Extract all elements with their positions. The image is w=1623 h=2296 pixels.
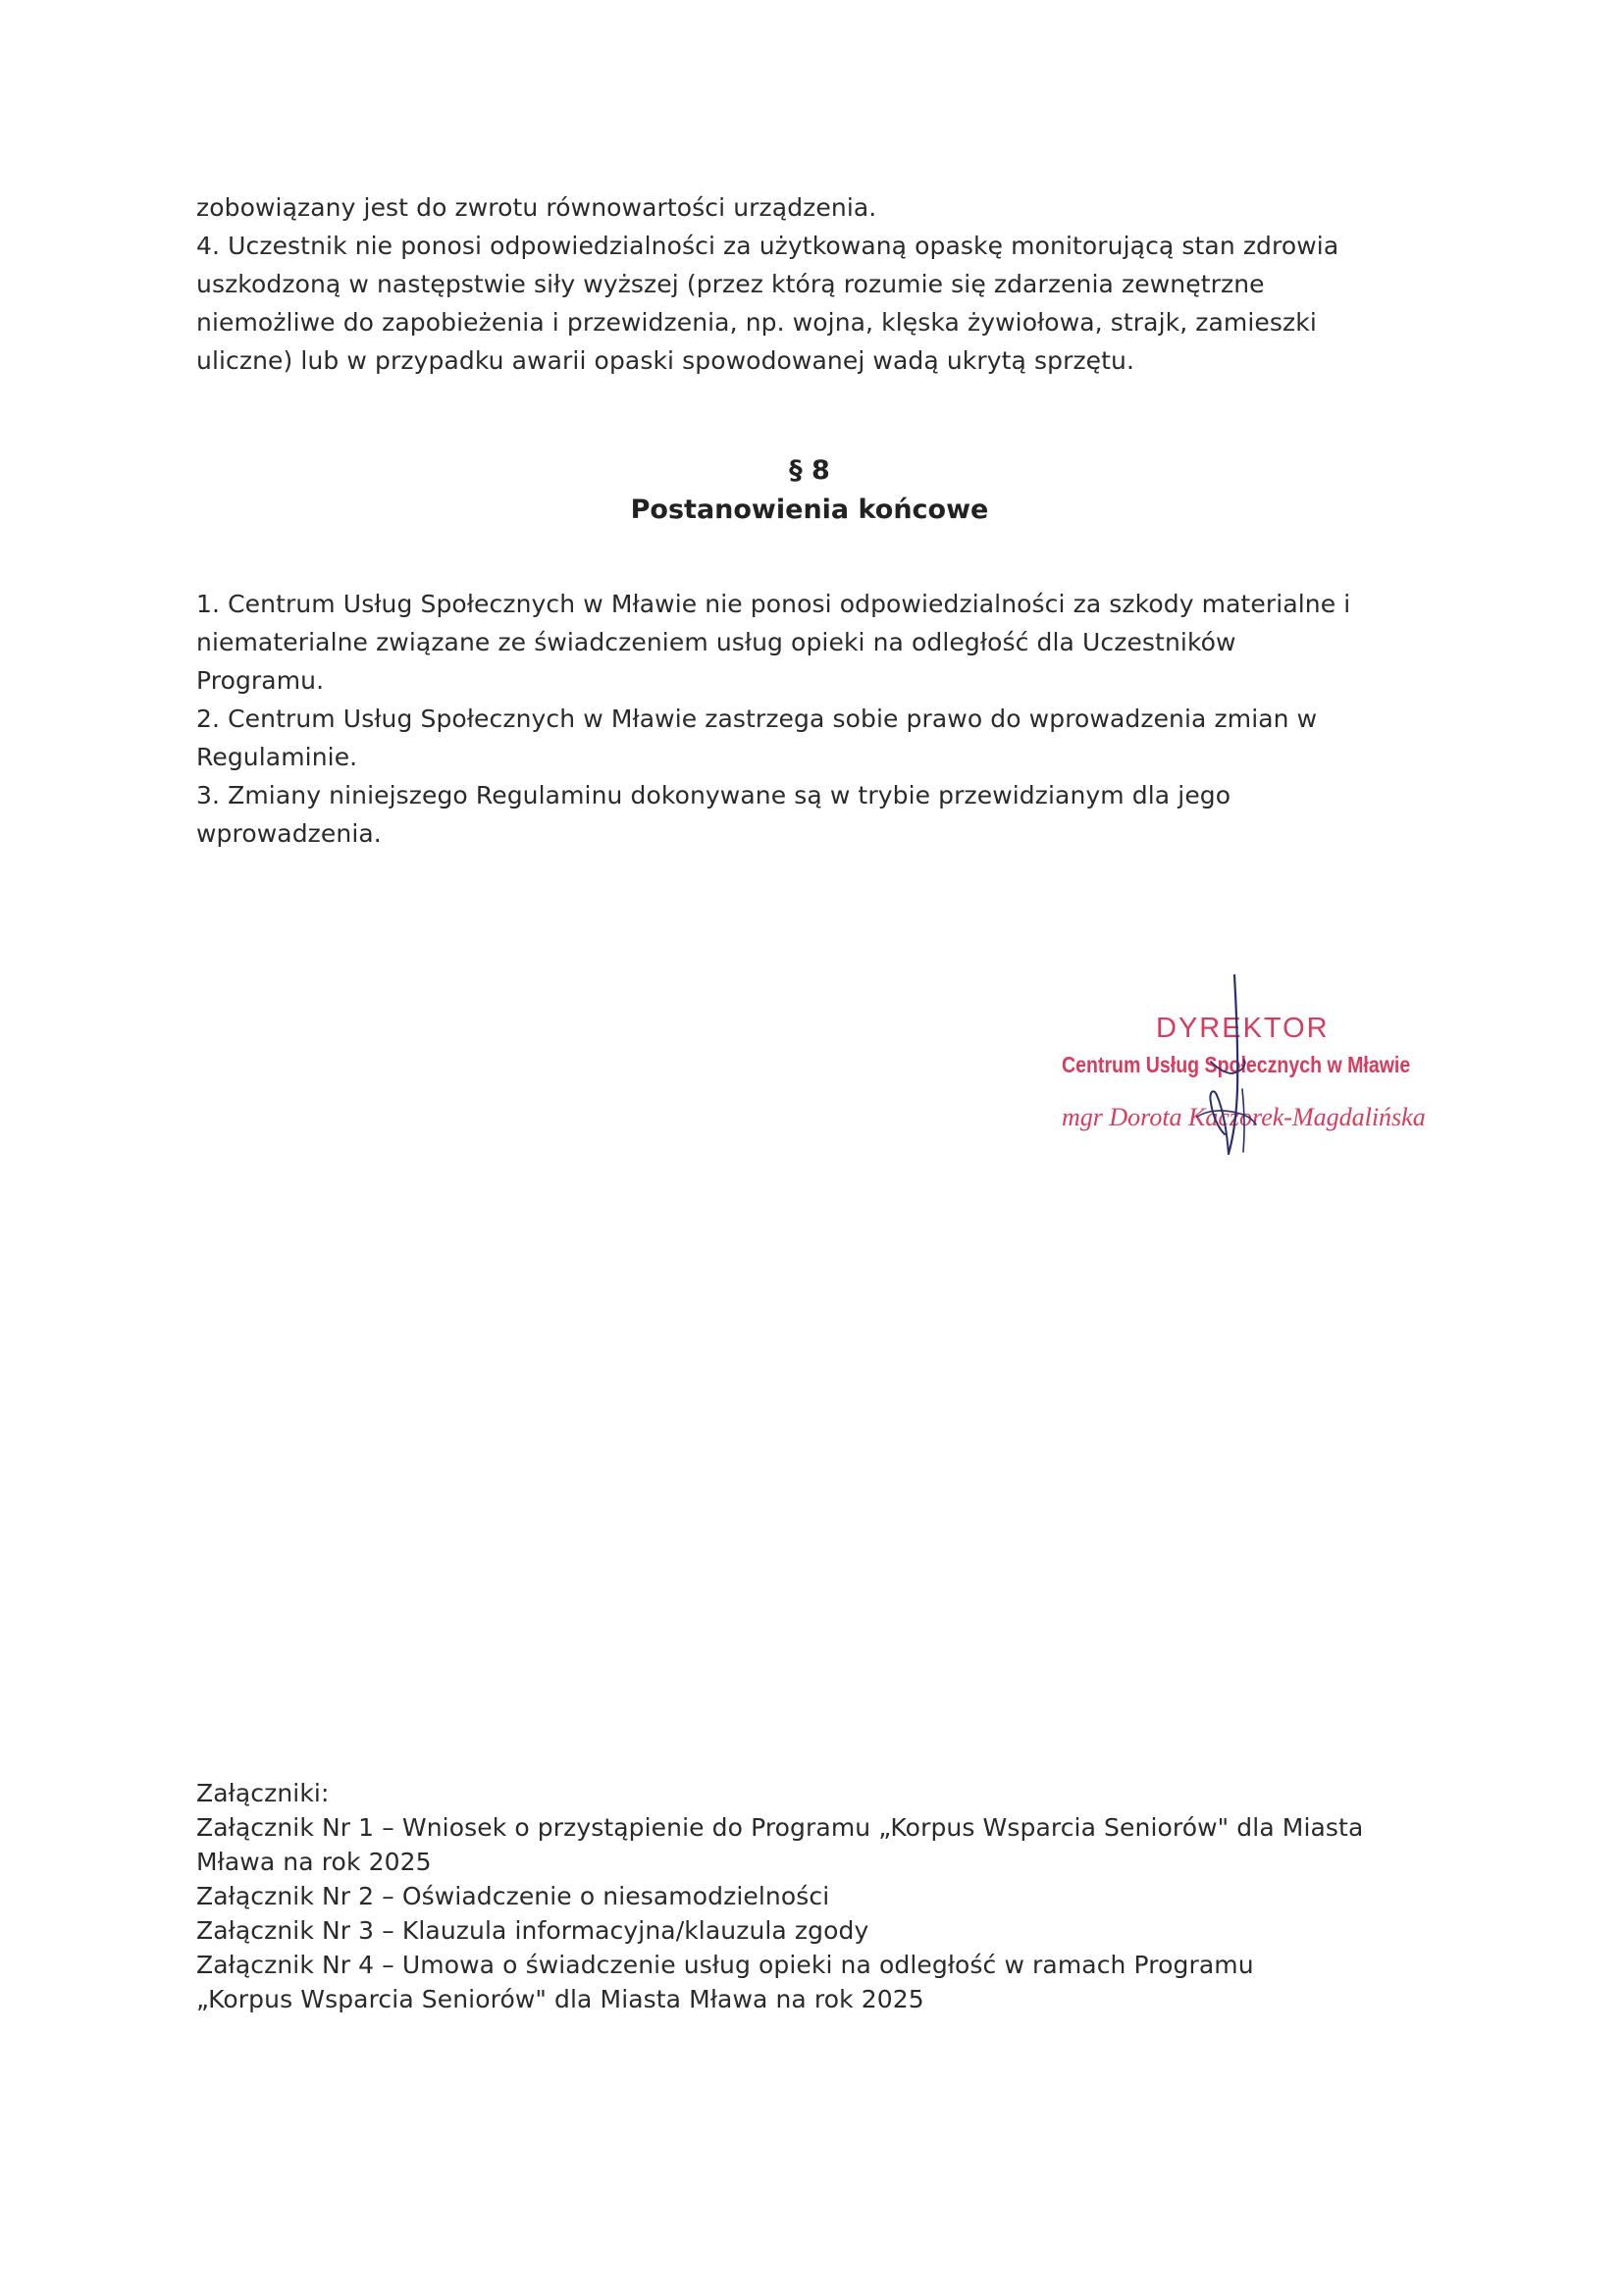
attachments-heading: Załączniki: bbox=[196, 1779, 330, 1807]
text-line: Regulaminie. bbox=[196, 743, 358, 771]
attachment-item: Załącznik Nr 2 – Oświadczenie o niesamodzielności bbox=[196, 1882, 830, 1910]
final-provisions-paragraph bbox=[196, 585, 1452, 853]
text-line: 1. Centrum Usług Społecznych w Mławie nie ponosi odpowiedzialności za szkody materialne i bbox=[196, 590, 1351, 618]
section-title: Postanowienia końcowe bbox=[630, 495, 989, 525]
text-line: niemożliwe do zapobieżenia i przewidzenia, np. wojna, klęska żywiołowa, strajk, zamieszki bbox=[196, 308, 1317, 337]
attachment-item: Załącznik Nr 3 – Klauzula informacyjna/klauzula zgody bbox=[196, 1916, 869, 1945]
text-line: niematerialne związane ze świadczeniem usług opieki na odległość dla Uczestników bbox=[196, 628, 1236, 656]
attachments-list bbox=[196, 1776, 1472, 2016]
attachment-item: Mława na rok 2025 bbox=[196, 1848, 432, 1876]
section-number: § 8 bbox=[789, 455, 830, 486]
text-line: 2. Centrum Usług Społecznych w Mławie zastrzega sobie prawo do wprowadzenia zmian w bbox=[196, 704, 1318, 733]
section-heading bbox=[196, 451, 1423, 530]
stamp-title: DYREKTOR bbox=[1156, 1013, 1330, 1044]
text-line: wprowadzenia. bbox=[196, 819, 382, 848]
text-line: uliczne) lub w przypadku awarii opaski spowodowanej wadą ukrytą sprzętu. bbox=[196, 346, 1135, 375]
text-line: zobowiązany jest do zwrotu równowartości urządzenia. bbox=[196, 193, 877, 222]
attachment-item: Załącznik Nr 4 – Umowa o świadczenie usług opieki na odległość w ramach Programu bbox=[196, 1951, 1254, 1979]
text-line: 4. Uczestnik nie ponosi odpowiedzialności za użytkowaną opaskę monitorującą stan zdrowia bbox=[196, 232, 1339, 260]
stamp-name: mgr Dorota Kaczorek-Magdalińska bbox=[1062, 1103, 1426, 1131]
stamp-organization: Centrum Usług Społecznych w Mławie bbox=[1062, 1052, 1411, 1077]
text-line: 3. Zmiany niniejszego Regulaminu dokonywane są w trybie przewidzianym dla jego bbox=[196, 781, 1231, 809]
director-stamp bbox=[1050, 971, 1442, 1168]
attachment-item: Załącznik Nr 1 – Wniosek o przystąpienie do Programu „Korpus Wsparcia Seniorów" dla Miasta bbox=[196, 1813, 1364, 1842]
intro-paragraph bbox=[196, 188, 1452, 380]
text-line: uszkodzoną w następstwie siły wyższej (przez którą rozumie się zdarzenia zewnętrzne bbox=[196, 270, 1265, 298]
attachment-item: „Korpus Wsparcia Seniorów" dla Miasta Mława na rok 2025 bbox=[196, 1985, 924, 2013]
text-line: Programu. bbox=[196, 666, 325, 695]
